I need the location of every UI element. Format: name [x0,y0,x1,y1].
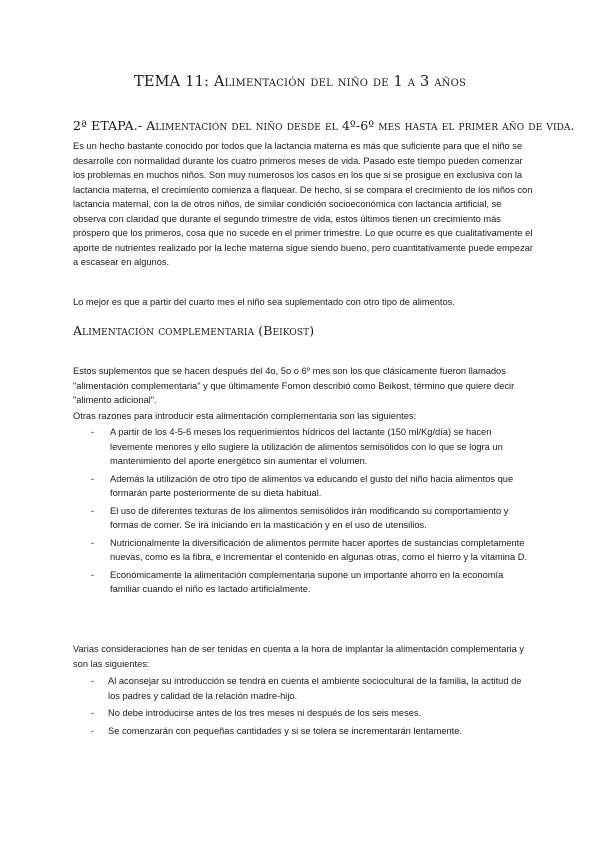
section-heading-etapa: 2ª ETAPA.- Alimentación del niño desde el 4º-6º mes hasta el primer año de vida. [73,118,575,133]
list-item-text: Nutricionalmente la diversificación de alimentos permite hacer aportes de sustancias completamente nuevas, como es la fibra, e incrementar el contenido en algunas otras, como el hierro y la vitamina D. [110,537,528,562]
list-item [73,706,533,721]
list-item-text: Además la utilización de otro tipo de alimentos va educando el gusto del niño hacia alimentos que formarán parte posteriormente de su dieta habitual. [110,473,514,498]
section2-intro-paragraph: Estos suplementos que se hacen después del 4o, 5o o 6º mes son los que clásicamente fueron llamados "alimentación complementaria" y que últimamente Fomon describió como Beikost, término que quiere decir "alimento adicional". [73,366,515,405]
list-item [73,568,533,597]
bullet-dash: - [91,569,95,580]
list-item-text: Se comenzarán con pequeñas cantidades y si se tolera se incrementarán lentamente. [108,725,463,736]
list-item-text: Económicamente la alimentación complementaria supone un importante ahorro en la economía familiar cuando el niño es lactado artificialmente. [110,569,504,594]
list-item [73,504,533,533]
bullet-dash: - [91,537,95,548]
bullet-dash: - [91,505,95,516]
list-item [73,724,533,739]
list-item-text: Al aconsejar su introducción se tendrá en cuenta el ambiente sociocultural de la familia, la actitud de los padres y calidad de la relación madre-hijo. [108,676,522,701]
list-item-text: No debe introducirse antes de los tres meses ni después de los seis meses. [108,708,422,718]
document-title: TEMA 11: Alimentación del niño de 1 a 3 años [133,74,467,90]
bullet-dash: - [91,427,95,437]
list-item [73,674,533,703]
section1-paragraph-conclusion: Lo mejor es que a partir del cuarto mes el niño sea suplementado con otro tipo de alimentos. [73,297,455,307]
reasons-list [73,425,533,600]
list-item-text: A partir de los 4-5-6 meses los requerimientos hídricos del lactante (150 ml/Kg/día) se hacen levemente menores y ello sugiere la utilización de alimentos semisólidos con lo que se logra un mantenimiento del aporte energético sin aumentar el volumen. [110,427,503,466]
bullet-dash: - [91,676,95,686]
considerations-list [73,674,533,741]
list-item-text: El uso de diferentes texturas de los alimentos semisólidos irán modificando su comportamiento y formas de comer. Se irá iniciando en la masticación y en el uso de utensilios. [110,505,509,530]
section1-paragraph: Es un hecho bastante conocido por todos que la lactancia materna es más que suficiente para que el niño se desarrolle con normalidad durante los cuatro primeros meses de vida. Pasado este tiempo pueden comenzar los problemas en muchos niños. Son muy numerosos los casos en los que si se prosigue en exclusiva con la lactancia materna, el crecimiento comienza a flaquear. De hecho, si se compara el crecimiento de los niños con lactancia maternal, con la de otros niños, de similar condición socioeconómica con lactancia artificial, se observa con claridad que durante el segundo trimestre de vida, estos últimos tienen un crecimiento más próspero que los primeros, cosa que no sucede en el primer trimestre. Lo que ocurre es que cualitativamente el aporte de nutrientes realizado por la leche materna sigue siendo bueno, pero cuantitativamente puede empezar a escasear en algunos. [73,141,533,267]
section-heading-beikost: Alimentación complementaria (Beikost) [73,323,315,338]
list-item [73,472,533,501]
section2-reasons-lead: Otras razones para introducir esta alimentación complementaria son las siguientes: [73,411,417,421]
list-item [73,536,533,565]
bullet-dash: - [91,725,95,736]
bullet-dash: - [91,473,95,484]
bullet-dash: - [91,708,95,718]
section2-considerations-lead: Varias consideraciones han de ser tenidas en cuenta a la hora de implantar la alimentación complementaria y son las siguientes: [73,644,524,669]
list-item [73,425,533,469]
